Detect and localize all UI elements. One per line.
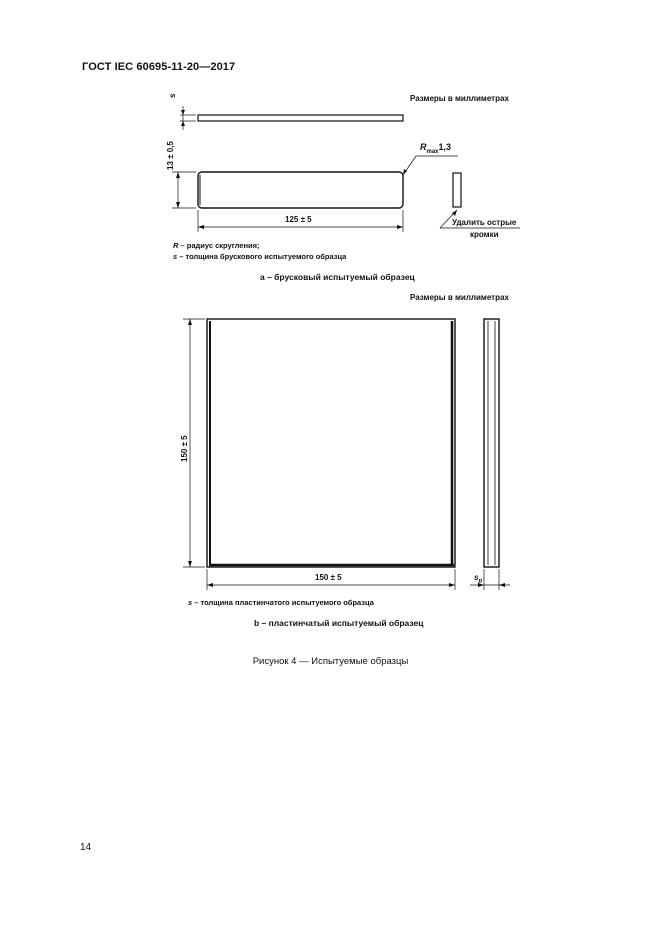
figure-b-caption: b – пластинчатый испытуемый образец (254, 618, 424, 628)
edge-note-line1: Удалить острые (452, 218, 517, 227)
plate-thickness-label (474, 573, 482, 585)
figure-caption: Рисунок 4 — Испытуемые образцы (252, 656, 409, 667)
bar-end-view (453, 173, 461, 207)
length-arrow-right (397, 225, 403, 229)
thickness-label: s (168, 93, 177, 98)
width-arrow-top (176, 172, 180, 178)
document-header: ГОСТ IEC 60695-11-20—2017 (82, 61, 236, 73)
legend-radius-symbol: R (173, 241, 179, 250)
plate-thickness-subscript: p (478, 578, 483, 585)
width-arrow-bottom (176, 202, 180, 208)
thickness-arrow-top (181, 110, 185, 115)
plate-width-arrow-left (207, 583, 213, 587)
length-dimension-label: 125 ± 5 (285, 215, 312, 224)
bar-side-profile (198, 115, 403, 121)
plate-thickness-arrow-right (499, 583, 505, 587)
legend-bar-thickness-text: – толщина брускового испытуемого образца (177, 252, 347, 261)
width-dimension-label: 13 ± 0,5 (166, 141, 175, 170)
plate-width-label: 150 ± 5 (315, 573, 342, 582)
plate-width-arrow-right (449, 583, 455, 587)
plate-specimen (207, 319, 455, 567)
radius-value: 1,3 (438, 142, 452, 152)
legend-plate-thickness-text: – толщина пластинчатого испытуемого образца (192, 598, 374, 607)
legend-radius-text: – радиус скругления; (178, 241, 260, 250)
figure-b-drawing (0, 300, 661, 600)
plate-height-arrow-bottom (188, 561, 192, 567)
radius-subscript: max (426, 148, 439, 155)
legend-bar-thickness (173, 252, 346, 261)
bar-specimen (198, 172, 403, 208)
legend-plate-thickness-symbol: s (188, 598, 193, 607)
plate-thickness-symbol: s (474, 573, 479, 582)
plate-height-label: 150 ± 5 (180, 435, 189, 462)
plate-height-arrow-top (188, 319, 192, 325)
radius-symbol: R (420, 142, 427, 152)
thickness-arrow-bottom (181, 121, 185, 126)
page-number: 14 (80, 842, 92, 853)
legend-radius (173, 241, 260, 250)
edge-note-line2: кромки (470, 230, 499, 239)
figure-a-units-note: Размеры в миллиметрах (410, 94, 509, 103)
plate-side-view (484, 319, 499, 567)
length-arrow-left (198, 225, 204, 229)
radius-label (420, 142, 451, 155)
legend-plate-thickness (188, 598, 374, 607)
legend-bar-thickness-symbol: s (173, 252, 178, 261)
figure-a-caption: а – брусковый испытуемый образец (260, 272, 415, 282)
edge-note-arrow (452, 210, 457, 216)
figure-b-units-note: Размеры в миллиметрах (410, 293, 509, 302)
